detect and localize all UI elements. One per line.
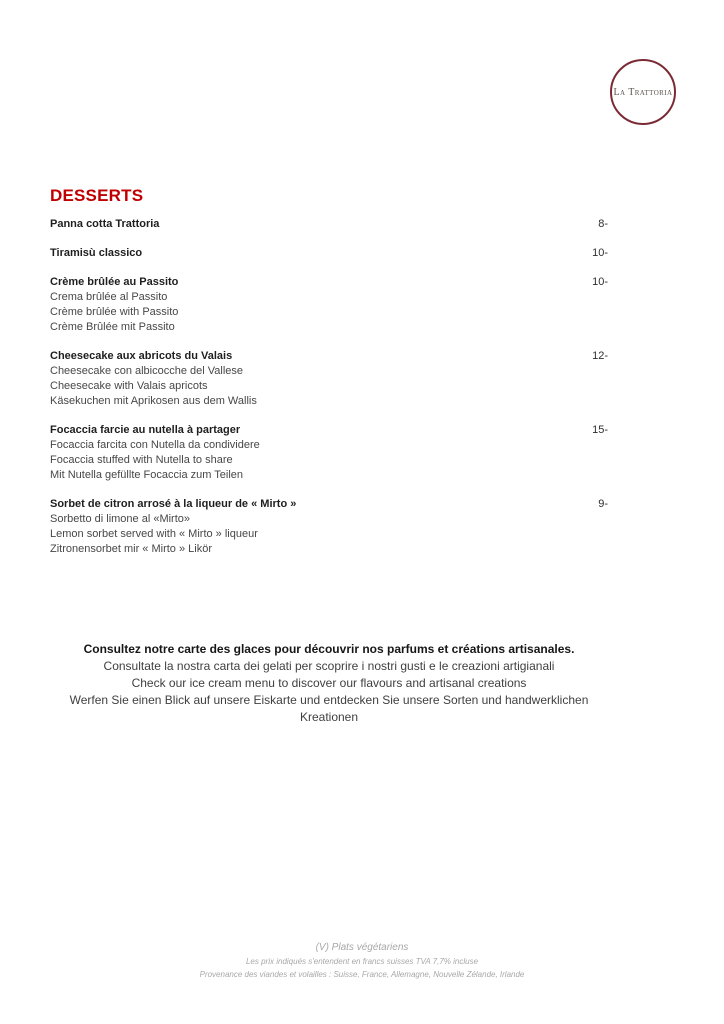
dish-row <box>50 217 608 232</box>
menu-item-lemon-sorbet <box>50 497 608 557</box>
dish-row <box>50 349 608 364</box>
dish-translation-de: Käsekuchen mit Aprikosen aus dem Wallis <box>50 395 257 407</box>
dish-price: 10- <box>592 276 608 288</box>
price-tax-note: Les prix indiqués s'entendent en francs suisses TVA 7,7% incluse <box>245 957 479 966</box>
dish-translation-it: Focaccia farcita con Nutella da condividere <box>50 439 260 451</box>
dish-name: Panna cotta Trattoria <box>50 218 160 230</box>
dish-price: 8- <box>598 218 608 230</box>
dish-translation-de: Mit Nutella gefüllte Focaccia zum Teilen <box>50 469 243 481</box>
dish-row <box>50 497 608 512</box>
restaurant-logo-text: La Trattoria <box>613 86 673 98</box>
menu-item-focaccia-nutella <box>50 423 608 483</box>
ice-cream-notice <box>50 641 608 726</box>
dish-price: 9- <box>598 498 608 510</box>
vegetarian-note: (V) Plats végétariens <box>315 942 409 953</box>
menu-footer <box>0 941 724 981</box>
dish-translation-en: Crème brûlée with Passito <box>50 306 179 318</box>
menu-item-creme-brulee <box>50 275 608 335</box>
dish-row <box>50 423 608 438</box>
dish-name: Tiramisù classico <box>50 247 143 259</box>
dish-translation-en: Focaccia stuffed with Nutella to share <box>50 454 233 466</box>
dish-price: 15- <box>592 424 608 436</box>
dish-translation-en: Lemon sorbet served with « Mirto » liqueur <box>50 528 258 540</box>
menu-item-cheesecake <box>50 349 608 409</box>
ice-cream-notice-it: Consultate la nostra carta dei gelati per scoprire i nostri gusti e le creazioni artigianali <box>103 659 555 673</box>
dish-price: 10- <box>592 247 608 259</box>
ice-cream-notice-fr: Consultez notre carte des glaces pour découvrir nos parfums et créations artisanales. <box>83 642 575 656</box>
dish-translation-it: Crema brûlée al Passito <box>50 291 168 303</box>
dish-row <box>50 275 608 290</box>
dish-name: Sorbet de citron arrosé à la liqueur de « Mirto » <box>50 498 297 510</box>
dish-translation-en: Cheesecake with Valais apricots <box>50 380 208 392</box>
menu-item-panna-cotta <box>50 217 608 232</box>
dish-translation-it: Cheesecake con albicocche del Vallese <box>50 365 244 377</box>
dish-row <box>50 246 608 261</box>
section-heading-desserts: DESSERTS <box>50 186 144 205</box>
ice-cream-notice-de: Werfen Sie einen Blick auf unsere Eiskarte und entdecken Sie unsere Sorten und handwerklichen <box>69 693 589 707</box>
dish-name: Crème brûlée au Passito <box>50 276 179 288</box>
dish-name: Focaccia farcie au nutella à partager <box>50 424 241 436</box>
restaurant-logo <box>610 59 676 125</box>
ice-cream-notice-de-cont: Kreationen <box>299 710 359 724</box>
dish-translation-de: Zitronensorbet mir « Mirto » Likör <box>50 543 212 555</box>
menu-item-tiramisu <box>50 246 608 261</box>
dish-translation-de: Crème Brûlée mit Passito <box>50 321 175 333</box>
dish-price: 12- <box>592 350 608 362</box>
menu-section <box>50 186 608 571</box>
dish-name: Cheesecake aux abricots du Valais <box>50 350 233 362</box>
dish-translation-it: Sorbetto di limone al «Mirto» <box>50 513 191 525</box>
meat-origin-note: Provenance des viandes et volailles : Suisse, France, Allemagne, Nouvelle Zélande, Irlande <box>199 970 525 979</box>
ice-cream-notice-en: Check our ice cream menu to discover our flavours and artisanal creations <box>131 676 527 690</box>
